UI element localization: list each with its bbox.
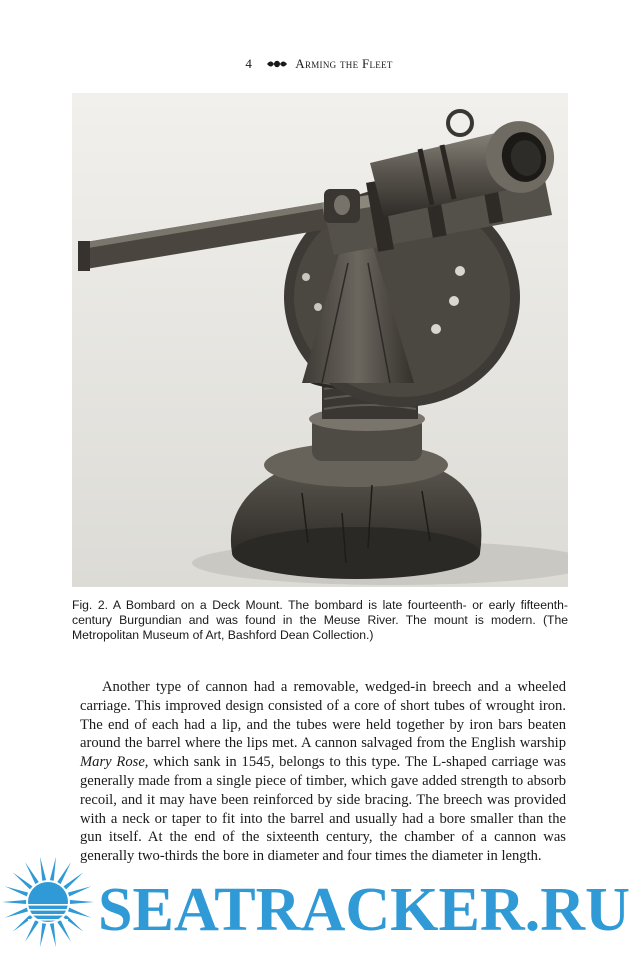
- fleuron-icon: [266, 57, 288, 73]
- sunburst-core: [28, 882, 68, 922]
- sunburst-ray: [5, 908, 28, 918]
- sunburst-ray: [68, 886, 91, 896]
- ship-name: Mary Rose,: [80, 754, 149, 771]
- page-number: 4: [245, 56, 253, 71]
- sunburst-icon: [2, 857, 94, 948]
- sunburst-ray: [50, 857, 56, 881]
- sunburst-ray: [57, 920, 71, 942]
- watermark-text: SEATRACKER.RU: [98, 876, 630, 944]
- body-paragraph: [80, 678, 566, 866]
- sunburst-ray: [68, 908, 91, 918]
- sunburst-ray: [25, 862, 39, 884]
- sunburst-ray: [70, 900, 94, 904]
- sunburst-ray: [57, 862, 71, 884]
- sunburst-ray: [2, 900, 26, 904]
- sunburst-line: [28, 919, 68, 921]
- bombard-photo: [72, 93, 568, 587]
- sunburst-ray: [25, 920, 39, 942]
- sunburst-ray: [13, 915, 33, 932]
- sunburst-ray: [13, 872, 33, 889]
- paragraph-text-part1: Another type of cannon had a removable, wedged-in breech and a wheeled carriage. This improved design consisted of a core of short tubes of wrought iron. The end of each had a lip, and the tubes were held together by iron bars beaten around the barrel where the lips met. A cannon salvaged from the English warship: [80, 679, 566, 752]
- bombard-illustration: [72, 93, 568, 587]
- figure-caption: Fig. 2. A Bombard on a Deck Mount. The bombard is late fourteenth- or early fifteenth-century Burgundian and was found in the Meuse River. The mount is modern. (The Metropolitan Museum of Art, Bashford Dean Collection.): [72, 598, 568, 642]
- watermark: [0, 852, 638, 948]
- running-title: Arming the Fleet: [295, 56, 393, 71]
- sunburst-ray: [64, 872, 84, 889]
- sunburst-ray: [40, 923, 46, 947]
- sunburst-line: [28, 909, 68, 911]
- sunburst-ray: [40, 857, 46, 881]
- paragraph-text-part2: which sank in 1545, belongs to this type. The L-shaped carriage was generally made from a single piece of timber, which gave added strength to absorb recoil, and it may have been reinforced by side bracing. The breech was provided with a neck or taper to fit into the barrel and usually had a bore smaller than the gun itself. At the end of the sixteenth century, the chamber of a cannon was generally two-thirds the bore in diameter and four times the diameter in length.: [80, 754, 566, 865]
- sunburst-ray: [5, 886, 28, 896]
- sunburst-line: [28, 904, 68, 906]
- sunburst-ray: [50, 923, 56, 947]
- sunburst-line: [28, 914, 68, 916]
- watermark-graphic: [0, 852, 638, 948]
- running-header: [0, 56, 638, 73]
- sunburst-ray: [64, 915, 84, 932]
